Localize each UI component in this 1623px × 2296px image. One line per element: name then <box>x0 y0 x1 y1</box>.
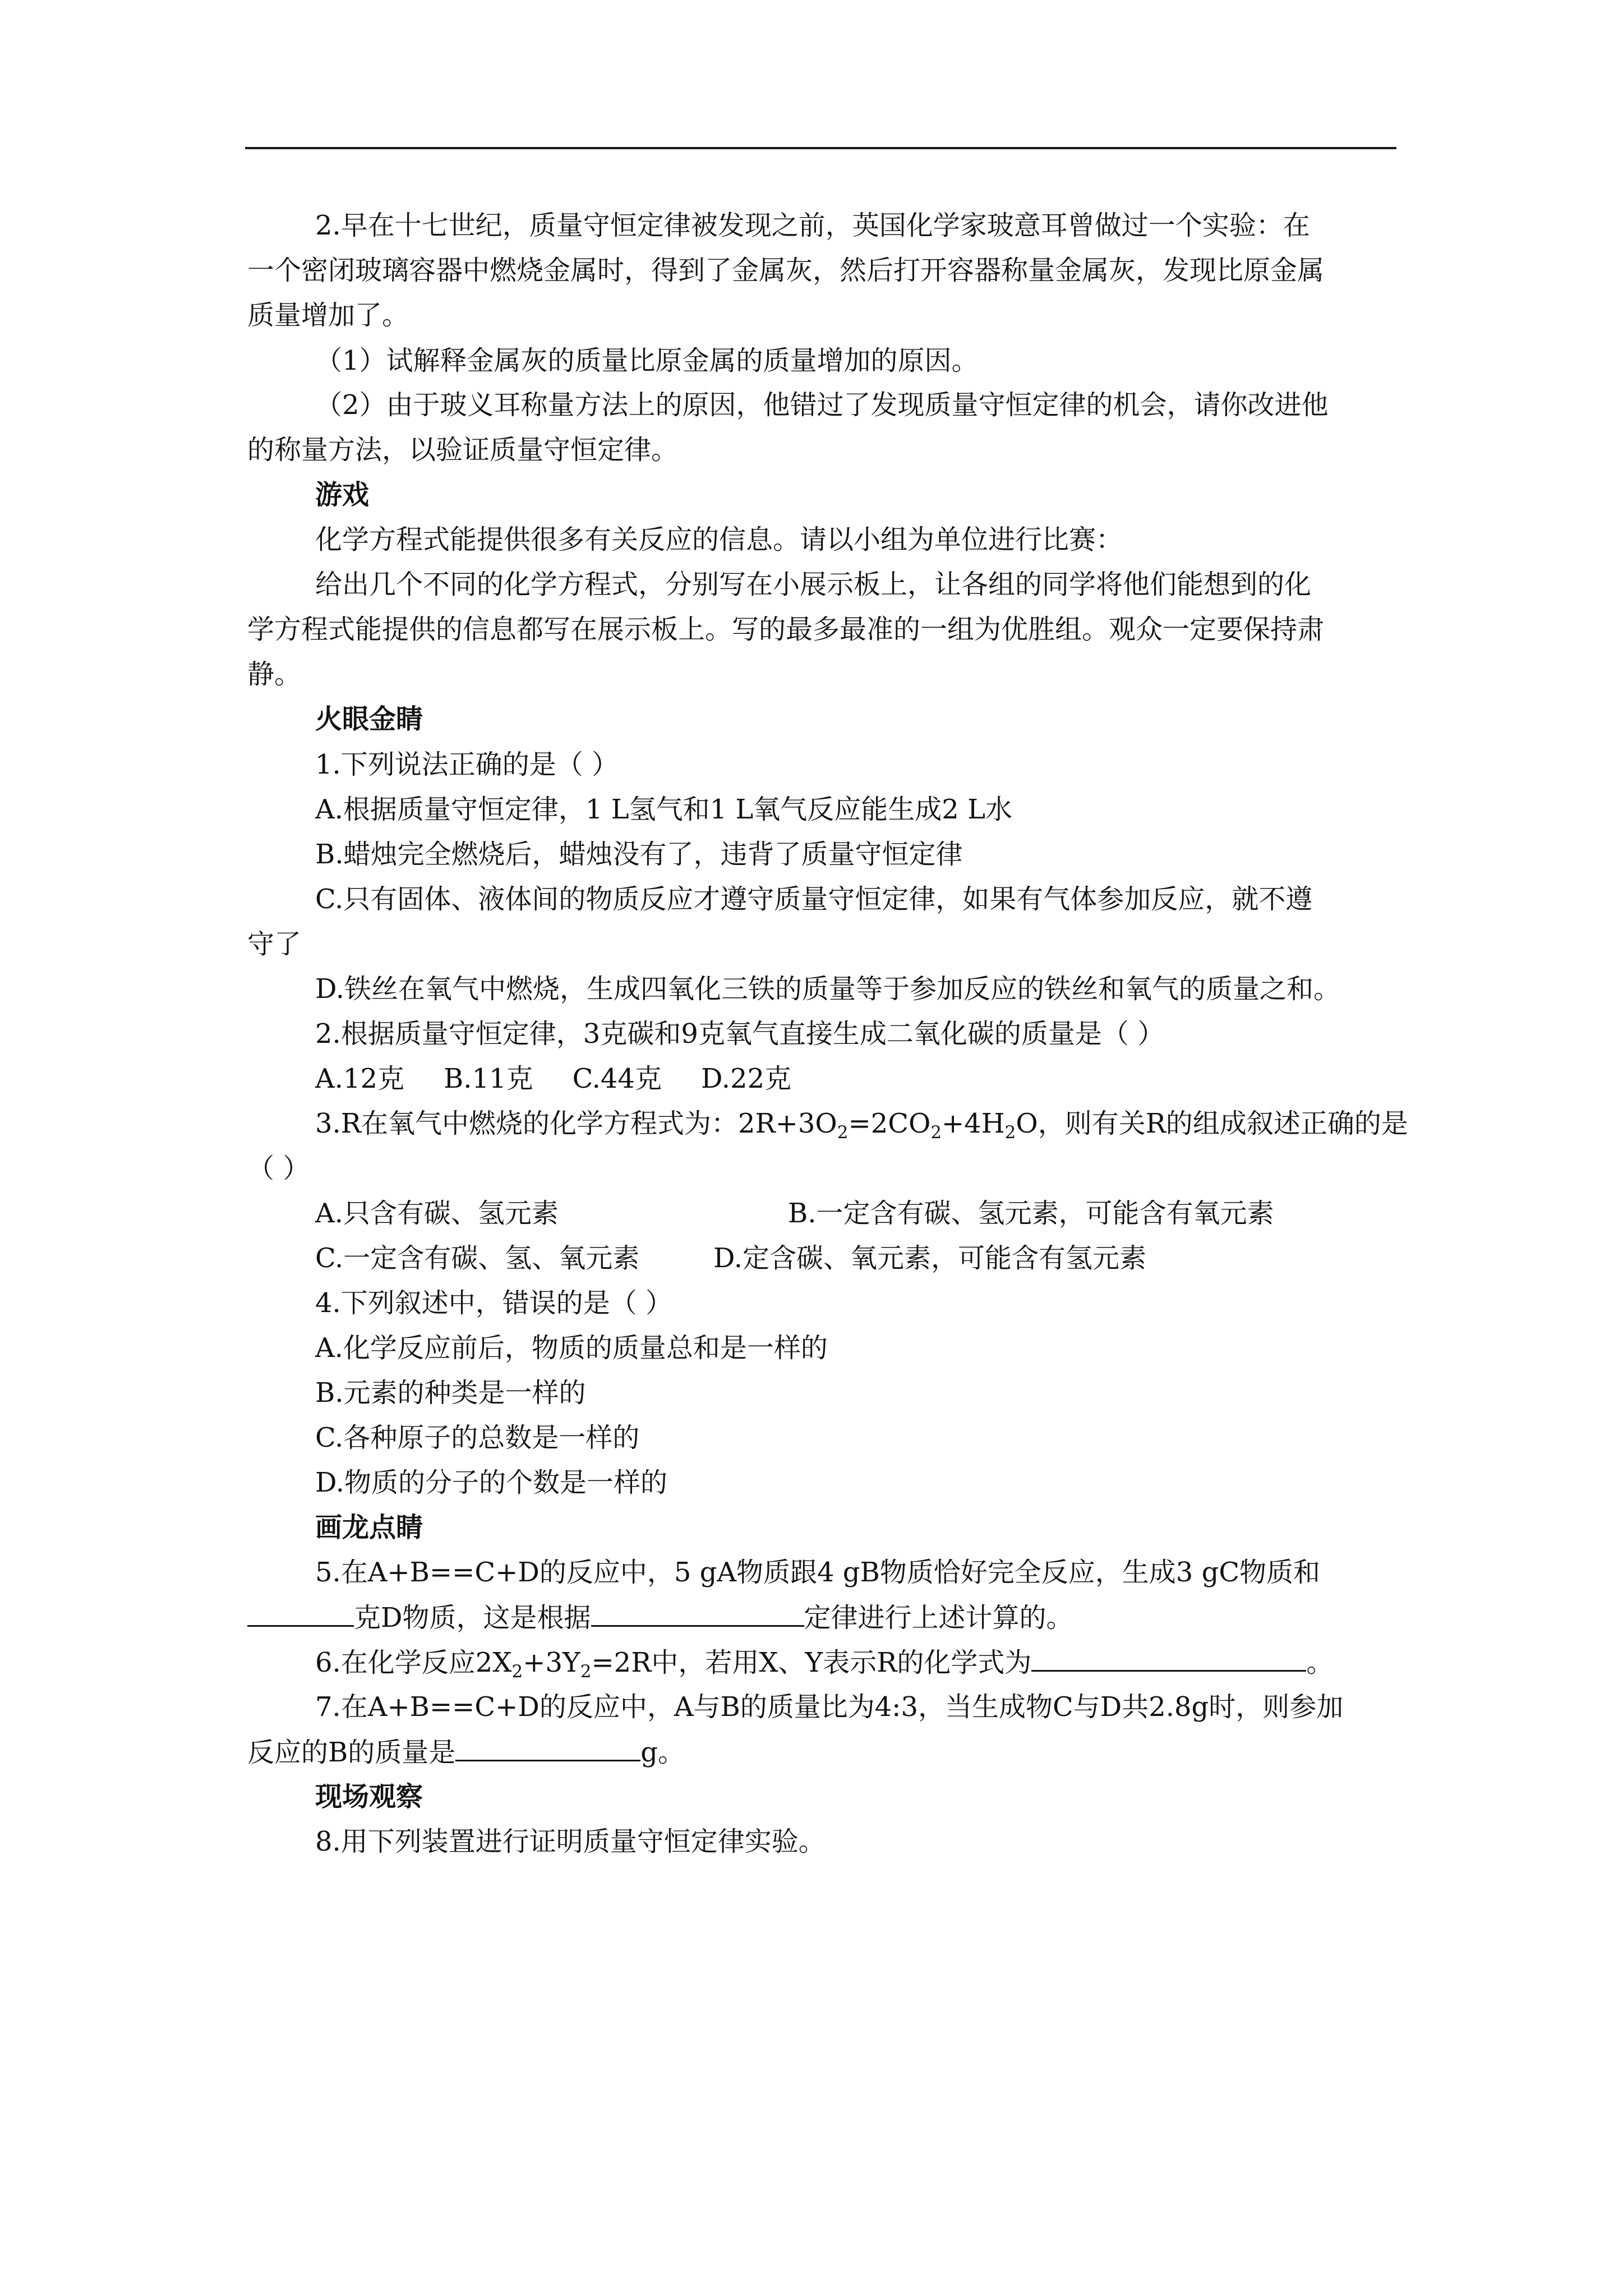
q3-option-a: A.只含有碳、氢元素 <box>315 1198 559 1229</box>
q2-stem: 2.根据质量守恒定律，3克碳和9克氧气直接生成二氧化碳的质量是（ ） <box>315 1018 1165 1050</box>
q7-blank[interactable] <box>455 1735 640 1761</box>
q4-option-a: A.化学反应前后，物质的质量总和是一样的 <box>315 1332 828 1364</box>
q1-option-a: A.根据质量守恒定律，1 L氢气和1 L氧气反应能生成2 L水 <box>315 794 1012 825</box>
q6-line <box>315 1645 1333 1688</box>
q3-subscript: 2 <box>837 1122 849 1143</box>
q7-text: 反应的B的质量是 <box>247 1737 456 1768</box>
section-heading-fire-eyes: 火眼金睛 <box>315 703 423 735</box>
q2-part-2-line-1: （2）由于玻义耳称量方法上的原因，他错过了发现质量守恒定律的机会，请你改进他 <box>315 389 1329 421</box>
q4-option-d: D.物质的分子的个数是一样的 <box>315 1467 668 1498</box>
q2-option-c: C.44克 <box>572 1063 662 1094</box>
q2-part-1: （1）试解释金属灰的质量比原金属的质量增加的原因。 <box>315 345 979 376</box>
q3-stem-part: O，则有关R的组成叙述正确的是 <box>1016 1108 1408 1139</box>
q1-option-b: B.蜡烛完全燃烧后，蜡烛没有了，违背了质量守恒定律 <box>315 839 963 870</box>
q3-stem-part: +4H <box>942 1108 1005 1139</box>
q3-option-c: C.一定含有碳、氢、氧元素 <box>315 1243 640 1274</box>
q7-line-2 <box>247 1735 685 1769</box>
q6-text: 6.在化学反应2X <box>315 1647 512 1678</box>
q5-blank-1[interactable] <box>247 1600 354 1627</box>
q3-stem <box>315 1107 1408 1149</box>
q4-option-b: B.元素的种类是一样的 <box>315 1377 586 1409</box>
q8-line: 8.用下列装置进行证明质量守恒定律实验。 <box>315 1826 826 1857</box>
q5-text: 定律进行上述计算的。 <box>804 1602 1073 1634</box>
q6-subscript: 2 <box>511 1662 523 1682</box>
q6-text: +3Y <box>523 1647 580 1678</box>
game-line-4: 静。 <box>247 659 302 690</box>
q2-intro-line-1: 2.早在十七世纪，质量守恒定律被发现之前，英国化学家玻意耳曾做过一个实验：在 <box>315 210 1310 241</box>
section-heading-finishing: 画龙点睛 <box>315 1512 423 1543</box>
q3-subscript: 2 <box>1004 1122 1016 1143</box>
q3-option-b: B.一定含有碳、氢元素，可能含有氧元素 <box>788 1198 1274 1229</box>
q1-stem: 1.下列说法正确的是（ ） <box>315 749 619 780</box>
game-line-3: 学方程式能提供的信息都写在展示板上。写的最多最准的一组为优胜组。观众一定要保持肃 <box>247 614 1325 645</box>
q5-line-1: 5.在A+B==C+D的反应中，5 gA物质跟4 gB物质恰好完全反应，生成3 gC物质和 <box>315 1557 1321 1588</box>
q2-intro-line-3: 质量增加了。 <box>247 300 409 331</box>
q6-text: 。 <box>1306 1647 1334 1678</box>
q4-stem: 4.下列叙述中，错误的是（ ） <box>315 1287 673 1319</box>
q2-options <box>315 1062 791 1096</box>
q1-option-d: D.铁丝在氧气中燃烧，生成四氧化三铁的质量等于参加反应的铁丝和氧气的质量之和。 <box>315 973 1341 1005</box>
q5-line-2 <box>247 1600 1073 1635</box>
q3-stem-part: =2CO <box>848 1108 931 1139</box>
q3-option-d: D.定含碳、氧元素，可能含有氢元素 <box>713 1243 1147 1274</box>
q2-intro-line-2: 一个密闭玻璃容器中燃烧金属时，得到了金属灰，然后打开容器称量金属灰，发现比原金属 <box>247 255 1325 286</box>
q2-option-d: D.22克 <box>701 1063 792 1094</box>
header-rule <box>245 147 1396 149</box>
q4-option-c: C.各种原子的总数是一样的 <box>315 1422 640 1453</box>
q1-option-c-line-2: 守了 <box>247 928 302 960</box>
game-line-1: 化学方程式能提供很多有关反应的信息。请以小组为单位进行比赛： <box>315 524 1123 555</box>
section-heading-game: 游戏 <box>315 479 370 510</box>
q6-blank[interactable] <box>1031 1645 1306 1672</box>
q3-stem-part: 3.R在氧气中燃烧的化学方程式为：2R+3O <box>315 1108 837 1139</box>
q6-subscript: 2 <box>580 1662 592 1682</box>
section-heading-observe: 现场观察 <box>315 1781 423 1812</box>
game-line-2: 给出几个不同的化学方程式，分别写在小展示板上，让各组的同学将他们能想到的化 <box>315 569 1312 600</box>
q7-text: g。 <box>640 1737 685 1768</box>
q5-blank-2[interactable] <box>591 1600 804 1627</box>
q2-option-b: B.11克 <box>444 1063 533 1094</box>
q5-text: 克D物质，这是根据 <box>354 1602 591 1634</box>
q3-paren: （ ） <box>247 1153 310 1184</box>
q3-subscript: 2 <box>930 1122 942 1143</box>
q2-option-a: A.12克 <box>315 1063 405 1094</box>
q2-part-2-line-2: 的称量方法，以验证质量守恒定律。 <box>247 434 679 466</box>
q1-option-c-line-1: C.只有固体、液体间的物质反应才遵守质量守恒定律，如果有气体参加反应，就不遵 <box>315 884 1313 915</box>
q6-text: =2R中，若用X、Y表示R的化学式为 <box>591 1647 1032 1678</box>
q7-line-1: 7.在A+B==C+D的反应中，A与B的质量比为4:3，当生成物C与D共2.8g时，则参加 <box>315 1691 1344 1723</box>
